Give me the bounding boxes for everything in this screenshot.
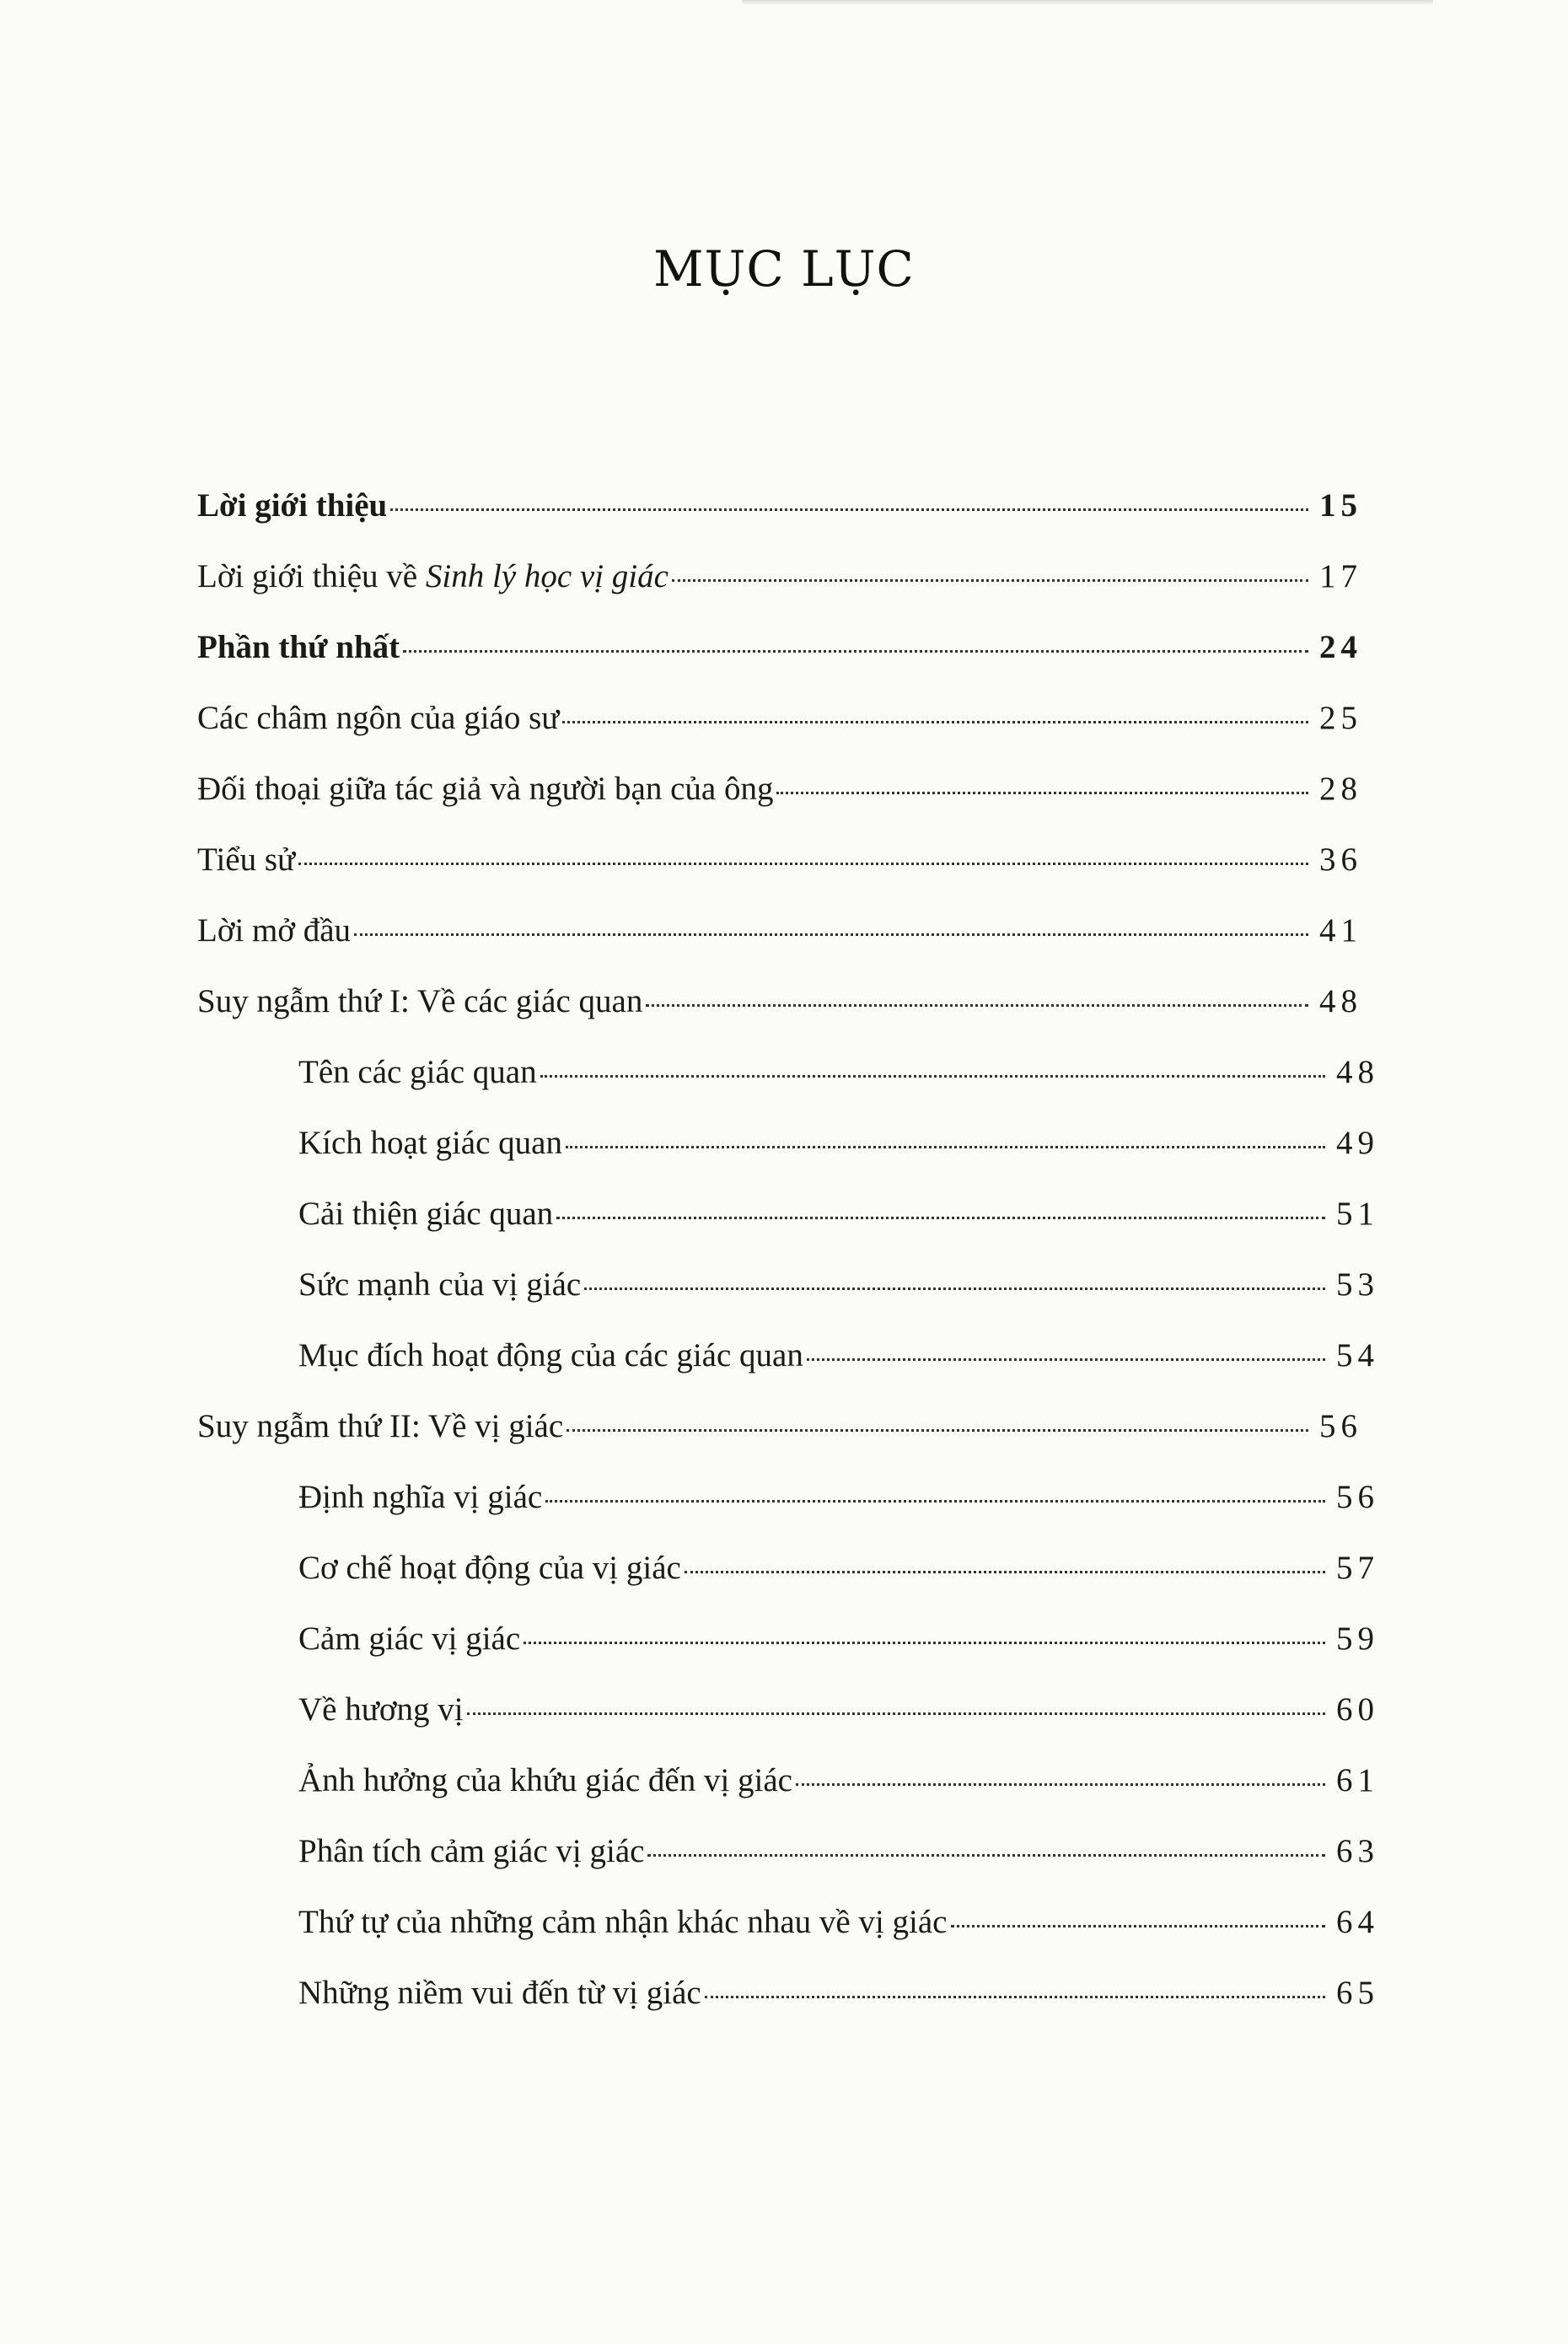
toc-entry-label: Định nghĩa vị giác xyxy=(298,1479,543,1515)
toc-entry xyxy=(298,1047,1379,1098)
toc-entry xyxy=(298,1755,1379,1806)
dot-leader xyxy=(705,1996,1325,1998)
toc-entry-label: Đối thoại giữa tác giả và người bạn của ông xyxy=(197,771,774,807)
toc-page-number: 59 xyxy=(1336,1621,1379,1657)
toc-entry xyxy=(298,1543,1379,1594)
dot-leader xyxy=(807,1358,1325,1361)
dot-leader xyxy=(796,1783,1325,1786)
dot-leader xyxy=(566,1146,1325,1148)
toc-page-number: 61 xyxy=(1336,1762,1379,1798)
toc-entry xyxy=(197,693,1362,744)
toc-entry xyxy=(197,976,1362,1027)
toc-entry-label: Cảm giác vị giác xyxy=(298,1621,521,1657)
toc-entry xyxy=(197,622,1362,673)
toc-page-number: 15 xyxy=(1319,487,1362,524)
toc-entry xyxy=(298,1118,1379,1169)
toc-page-number: 17 xyxy=(1319,558,1362,594)
dot-leader xyxy=(403,650,1308,653)
toc-entry xyxy=(197,481,1362,531)
toc-page-number: 24 xyxy=(1319,629,1362,665)
toc-entry-label: Ảnh hưởng của khứu giác đến vị giác xyxy=(298,1762,792,1798)
toc-page-number: 49 xyxy=(1336,1125,1379,1161)
dot-leader xyxy=(524,1642,1325,1644)
toc-entry-label: Lời mở đầu xyxy=(197,912,352,949)
toc-entry-label: Về hương vị xyxy=(298,1691,464,1728)
toc-page-number: 25 xyxy=(1319,700,1362,736)
dot-leader xyxy=(584,1288,1325,1290)
toc-entry-label: Tiểu sử xyxy=(197,841,296,878)
toc-entry-label: Mục đích hoạt động của các giác quan xyxy=(298,1337,803,1374)
page-title: MỤC LỤC xyxy=(653,240,915,298)
toc-entry-label: Phân tích cảm giác vị giác xyxy=(298,1833,645,1869)
dot-leader xyxy=(354,933,1308,936)
dot-leader xyxy=(556,1217,1325,1219)
toc-entry-label: Cơ chế hoạt động của vị giác xyxy=(298,1550,681,1586)
toc-entry-label: Sức mạnh của vị giác xyxy=(298,1266,582,1303)
toc-entry-label: Kích hoạt giác quan xyxy=(298,1125,562,1161)
dot-leader xyxy=(646,1004,1308,1007)
dot-leader xyxy=(540,1075,1325,1078)
toc-entry-label: Cải thiện giác quan xyxy=(298,1196,554,1232)
toc-entry xyxy=(197,835,1362,885)
dot-leader xyxy=(298,863,1308,865)
toc-entry-label: Suy ngẫm thứ II: Về vị giác xyxy=(197,1408,564,1444)
toc-entry xyxy=(197,1401,1362,1452)
toc-entry-label: Phần thứ nhất xyxy=(197,629,400,665)
toc-page-number: 54 xyxy=(1336,1337,1379,1374)
dot-leader xyxy=(776,792,1308,794)
toc-entry-label: Tên các giác quan xyxy=(298,1054,537,1090)
toc-entry-label xyxy=(197,551,669,602)
toc-entry xyxy=(298,1968,1379,2019)
toc-entry-label-prefix: Lời giới thiệu về xyxy=(197,558,426,594)
dot-leader xyxy=(545,1500,1325,1503)
dot-leader xyxy=(685,1571,1325,1573)
toc-entry xyxy=(197,906,1362,956)
toc-page-number: 48 xyxy=(1319,983,1362,1019)
toc-entry-label: Thứ tự của những cảm nhận khác nhau về vị giác xyxy=(298,1904,948,1940)
dot-leader xyxy=(672,579,1308,582)
toc-page-number: 41 xyxy=(1319,912,1362,949)
toc-entry xyxy=(298,1685,1379,1735)
dot-leader xyxy=(390,508,1308,511)
toc-entry xyxy=(298,1189,1379,1239)
toc-entry-label-italic: Sinh lý học vị giác xyxy=(425,558,669,594)
dot-leader xyxy=(467,1712,1325,1715)
toc-entry xyxy=(298,1472,1379,1523)
toc-page-number: 65 xyxy=(1336,1975,1379,2011)
toc-entry xyxy=(298,1897,1379,1948)
toc-entry xyxy=(298,1826,1379,1877)
toc-page-number: 56 xyxy=(1336,1479,1379,1515)
dot-leader xyxy=(562,721,1308,723)
toc-page-number: 28 xyxy=(1319,771,1362,807)
toc-entry-label: Lời giới thiệu xyxy=(197,487,388,524)
toc-page-number: 60 xyxy=(1336,1691,1379,1728)
toc-page-number: 56 xyxy=(1319,1408,1362,1444)
toc-entry xyxy=(298,1260,1379,1310)
toc-page-number: 63 xyxy=(1336,1833,1379,1869)
toc-entry-label: Những niềm vui đến từ vị giác xyxy=(298,1975,701,2011)
dot-leader xyxy=(951,1925,1326,1927)
toc-page-number: 57 xyxy=(1336,1550,1379,1586)
dot-leader xyxy=(567,1429,1308,1432)
toc-page-number: 53 xyxy=(1336,1266,1379,1303)
toc-entry-label: Suy ngẫm thứ I: Về các giác quan xyxy=(197,983,643,1019)
toc-page-number: 64 xyxy=(1336,1904,1379,1940)
dot-leader xyxy=(647,1854,1325,1857)
toc-entry xyxy=(197,764,1362,814)
toc-page-number: 36 xyxy=(1319,841,1362,878)
toc-entry xyxy=(197,551,1362,602)
toc-page-number: 48 xyxy=(1336,1054,1379,1090)
toc-entry xyxy=(298,1331,1379,1381)
toc-entry xyxy=(298,1614,1379,1664)
toc-entry-label: Các châm ngôn của giáo sư xyxy=(197,700,560,736)
page-edge-shadow xyxy=(742,0,1433,5)
toc-page-number: 51 xyxy=(1336,1196,1379,1232)
